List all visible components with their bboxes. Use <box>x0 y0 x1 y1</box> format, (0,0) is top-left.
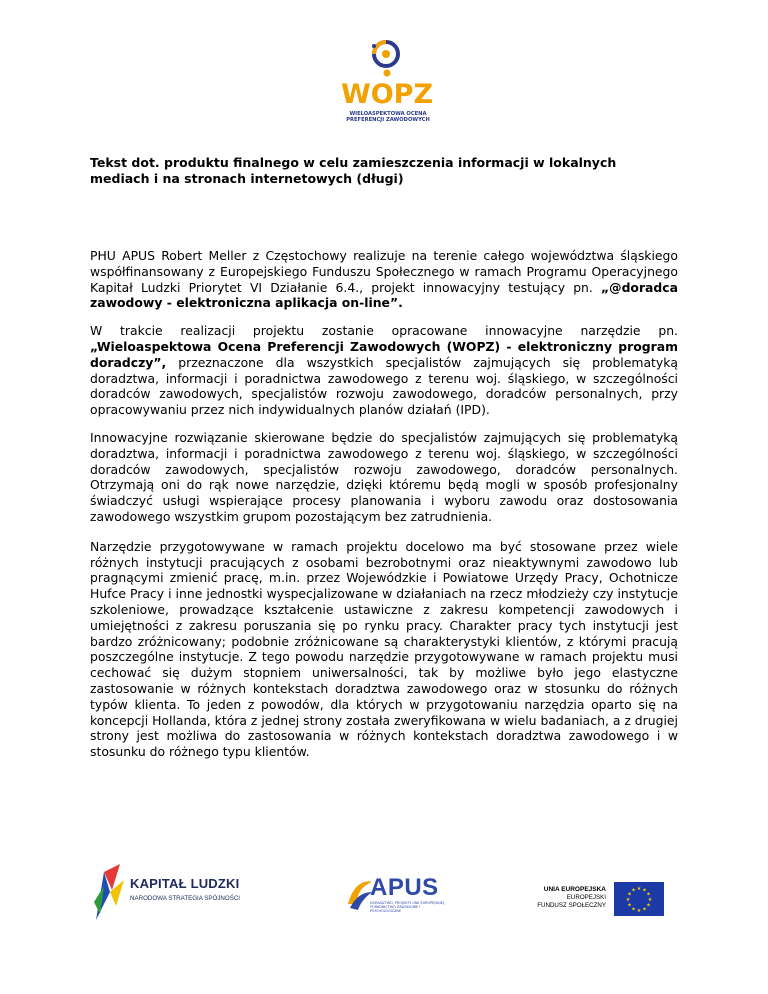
wopz-subtitle <box>340 111 436 123</box>
kapital-ludzki-subtitle: NARODOWA STRATEGIA SPÓJNOŚCI <box>130 895 241 902</box>
document-body <box>90 248 678 760</box>
paragraph-2-lead: W trakcie realizacji projektu zostanie opracowane innowacyjne narzędzie pn. <box>90 323 678 339</box>
wopz-logo <box>330 40 442 124</box>
paragraph-2-rest: przeznaczone dla wszystkich specjalistów zajmujących się problematyką doradztwa, informacji i poradnictwa zawodowego z terenu woj. śląskiego, w szczególności doradców zawodowych, specjalistów rozwoju zawodowego, doradców personalnych, przy opracowywaniu przez nich indywidualnych planów działań (IPD). <box>90 354 678 418</box>
svg-text:★: ★ <box>636 908 642 914</box>
svg-text:★: ★ <box>625 897 631 903</box>
svg-text:★: ★ <box>642 906 647 913</box>
paragraph-1-text: PHU APUS Robert Meller z Częstochowy realizuje na terenie całego województwa śląskiego współfinansowany z Europejskiego Funduszu Społecznego w ramach Programu Operacyjnego Kapitał Ludzki Priorytet VI Działanie 6.4., projekt innowacyjny testujący pn. <box>90 248 678 295</box>
svg-text:★: ★ <box>631 887 636 894</box>
eu-fund-label-2: FUNDUSZ SPOŁECZNY <box>537 902 606 909</box>
eu-stars-icon <box>614 882 664 916</box>
tool-name: „Wieloaspektowa Ocena Preferencji Zawodowych (WOPZ) - elektroniczny program doradczy”, <box>90 338 678 370</box>
svg-text:★: ★ <box>631 906 636 913</box>
apus-logo <box>344 874 456 922</box>
paragraph-2 <box>90 323 678 418</box>
svg-text:★: ★ <box>642 887 647 894</box>
eu-union-label: UNIA EUROPEJSKA <box>543 886 606 893</box>
svg-text:★: ★ <box>647 897 653 903</box>
svg-text:★: ★ <box>646 902 651 909</box>
project-name: „@doradca zawodowy - elektroniczna aplikacja on-line”. <box>90 279 678 311</box>
wopz-subtitle-line2: PREFERENCJI ZAWODOWYCH <box>346 117 430 123</box>
svg-text:★: ★ <box>627 891 632 898</box>
kapital-ludzki-title: KAPITAŁ LUDZKI <box>130 876 240 891</box>
wopz-wordmark: WOPZ <box>340 79 434 110</box>
paragraph-1 <box>90 248 678 311</box>
kapital-ludzki-logo <box>90 862 240 922</box>
eu-text <box>537 886 606 910</box>
eu-flag-icon <box>614 882 664 916</box>
wopz-subtitle-line1: WIELOASPEKTOWA OCENA <box>349 111 427 117</box>
kapital-ludzki-emblem-icon <box>90 862 130 922</box>
apus-subtitle: DORADZTWO, PROJEKTY UNII EUROPEJSKIEJ, PORADNICTWO ZAWODOWE I PSYCHOLOGICZNE <box>370 901 445 913</box>
eu-fund-label-1: EUROPEJSKI <box>566 894 606 901</box>
paragraph-4: Narzędzie przygotowywane w ramach projektu docelowo ma być stosowane przez wiele różnych instytucji pracujących z osobami bezrobotnymi oraz nieaktywnymi zawodowo lub pragnącymi zmienić pracę, m.in. przez Wojewódzkie i Powiatowe Urzędy Pracy, Ochotnicze Hufce Pracy i inne jednostki wyspecjalizowane w działaniach na rzecz młodzieży czy instytucje szkoleniowe, prowadzące kształcenie ustawiczne z zakresu kompetencji zawodowych i umiejętności z zakresu poruszania się po rynku pracy. Charakter pracy tych instytucji jest bardzo zróżnicowany; podobnie zróżnicowane są charakterystyki klientów, z którymi pracują poszczególne instytucje. Z tego powodu narzędzie przygotowywane w ramach projektu musi cechować się dużym stopniem uniwersalności, tak by możliwe było jego elastyczne zastosowanie w różnych kontekstach doradztwa zawodowego oraz w stosunku do różnych typów klienta. To jeden z powodów, dla których w przygotowaniu narzędzia oparto się na koncepcji Hollanda, która z jednej strony została zweryfikowana w wielu badaniach, a z drugiej strony jest możliwa do zastosowania w różnych kontekstach doradztwa zawodowego i w stosunku do różnego typu klientów. <box>90 538 678 760</box>
svg-text:★: ★ <box>646 891 651 898</box>
svg-text:★: ★ <box>636 886 642 892</box>
document-title: Tekst dot. produktu finalnego w celu zamieszczenia informacji w lokalnych mediach i na stronach internetowych (długi) <box>90 155 617 186</box>
paragraph-3: Innowacyjne rozwiązanie skierowane będzie do specjalistów zajmujących się problematyką doradztwa, informacji i poradnictwa zawodowego z terenu woj. śląskiego, w szczególności doradców zawodowych, specjalistów rozwoju zawodowego, doradców personalnych. Otrzymają oni do rąk nowe narzędzie, dzięki któremu będą mogli w sposób profesjonalny świadczyć usługi wspierające procesy planowania i wyboru zawodu oraz dostosowania zawodowego wszystkim grupom pozostającym bez zatrudnienia. <box>90 429 678 524</box>
apus-wordmark: APUS <box>370 874 439 901</box>
eu-logo <box>537 882 664 926</box>
svg-text:★: ★ <box>627 902 632 909</box>
